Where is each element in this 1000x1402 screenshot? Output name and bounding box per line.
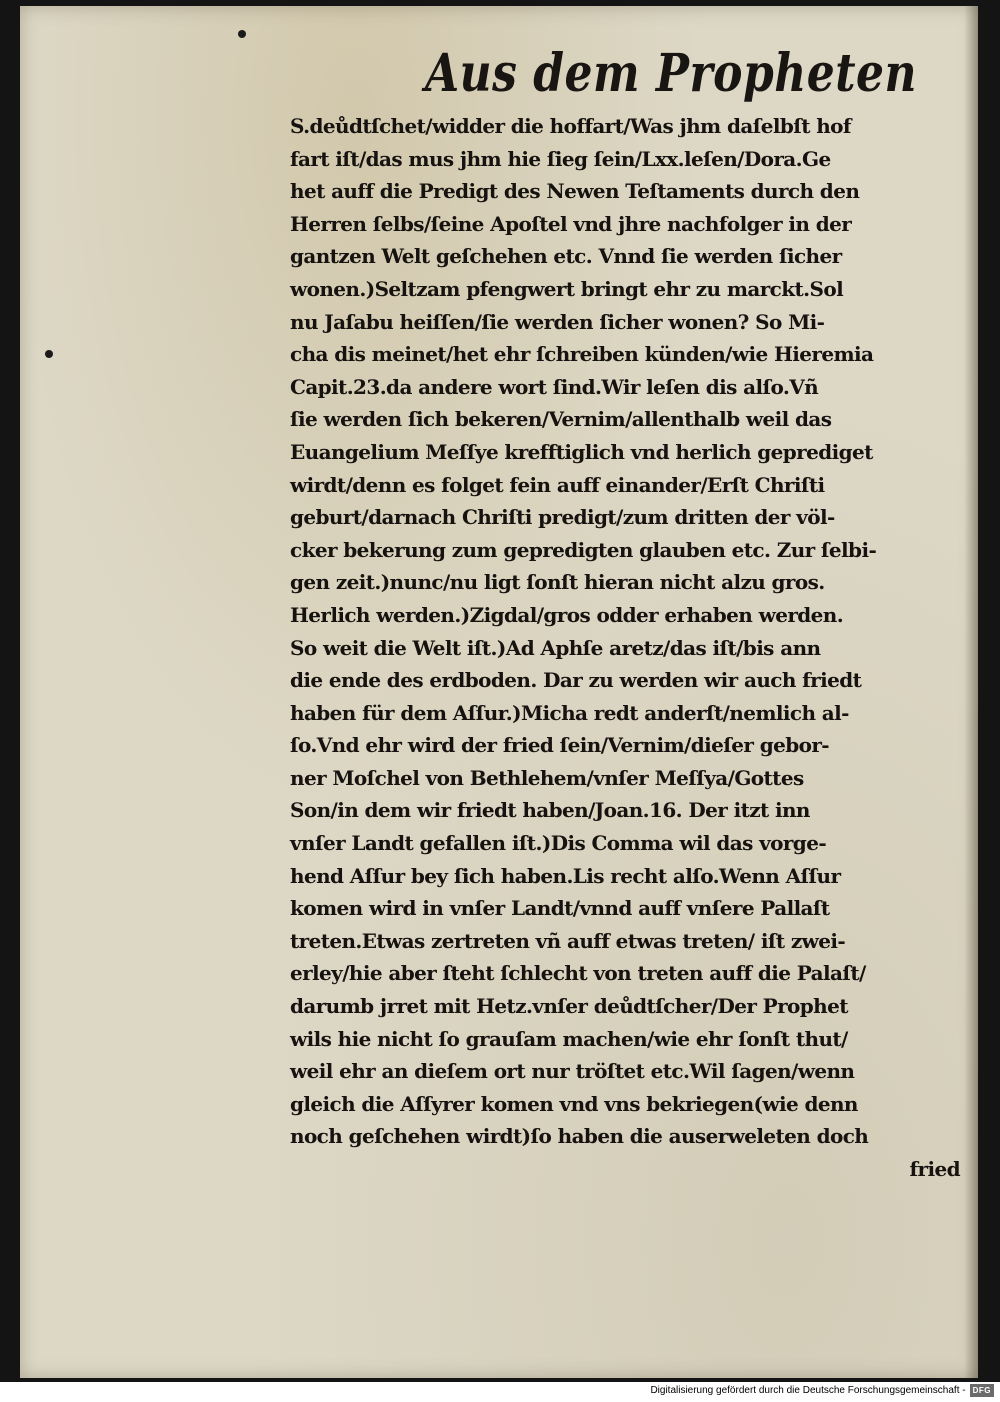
text-line: het auff die Predigt des Newen Teſtaments durch den xyxy=(290,179,860,204)
catchword: fried xyxy=(909,1157,960,1181)
running-title: Aus dem Propheten xyxy=(425,44,918,105)
text-line: noch geſchehen wirdt)ſo haben die auserweleten doch xyxy=(290,1124,869,1149)
text-line: treten.Etwas zertreten vñ auff etwas treten/ iſt zwei- xyxy=(290,928,846,953)
text-line: ner Moſchel von Bethlehem/vnſer Meſſya/Gottes xyxy=(290,765,804,790)
text-line: hend Aſſur bey ſich haben.Lis recht alſo.Wenn Aſſur xyxy=(290,863,841,888)
credit-text: Digitalisierung gefördert durch die Deutsche Forschungsgemeinschaft - xyxy=(650,1384,966,1396)
text-line: komen wird in vnſer Landt/vnnd auff vnſere Pallaſt xyxy=(290,896,830,921)
text-line: geburt/darnach Chriſti predigt/zum dritten der völ- xyxy=(290,505,835,530)
text-line: ſo.Vnd ehr wird der fried ſein/Vernim/dieſer gebor- xyxy=(290,733,829,758)
text-line: darumb jrret mit Hetz.vnſer deůdtſcher/Der Prophet xyxy=(290,994,848,1019)
text-line: haben für dem Aſſur.)Micha redt anderſt/nemlich al- xyxy=(290,700,849,725)
text-line: cker bekerung zum gepredigten glauben etc. Zur ſelbi- xyxy=(290,537,877,562)
text-line: Herren ſelbs/ſeine Apoſtel vnd jhre nachfolger in der xyxy=(290,211,852,236)
page-text-block xyxy=(290,110,990,1186)
text-line: Euangelium Meſſye krefftiglich vnd herlich geprediget xyxy=(290,439,873,464)
text-line: S.deůdtſchet/widder die hoffart/Was jhm daſelbſt hof xyxy=(290,114,851,138)
book-page xyxy=(20,6,978,1378)
text-line: wirdt/denn es folget fein auff einander/Erſt Chriſti xyxy=(290,472,825,497)
text-line: nu Jaſabu heiſſen/ſie werden ſicher wonen? So Mi- xyxy=(290,309,825,334)
dfg-logo-icon: DFG xyxy=(970,1384,994,1397)
text-line: So weit die Welt iſt.)Ad Aphſe aretz/das iſt/bis ann xyxy=(290,635,821,660)
text-line: gleich die Aſſyrer komen vnd vns bekriegen(wie denn xyxy=(290,1091,858,1116)
text-line: gantzen Welt geſchehen etc. Vnnd ſie werden ſicher xyxy=(290,244,842,269)
text-line: wils hie nicht ſo grauſam machen/wie ehr ſonſt thut/ xyxy=(290,1026,848,1051)
text-line: Son/in dem wir friedt haben/Joan.16. Der itzt inn xyxy=(290,798,810,823)
text-line: ſie werden ſich bekeren/Vernim/allenthalb weil das xyxy=(290,407,832,432)
text-line: die ende des erdboden. Dar zu werden wir auch friedt xyxy=(290,668,862,693)
digitization-credit xyxy=(650,1382,994,1398)
text-line: Herlich werden.)Zigdal/gros odder erhaben werden. xyxy=(290,602,844,627)
text-line: cha dis meinet/het ehr ſchreiben künden/wie Hieremia xyxy=(290,342,874,367)
ink-speck xyxy=(45,350,53,358)
text-line: wonen.)Seltzam pfengwert bringt ehr zu marckt.Sol xyxy=(290,276,844,301)
text-line: vnſer Landt gefallen iſt.)Dis Comma wil das vorge- xyxy=(290,831,827,856)
text-line: Capit.23.da andere wort ſind.Wir leſen dis alſo.Vñ xyxy=(290,374,819,399)
text-line: gen zeit.)nunc/nu ligt ſonſt hieran nicht alzu gros. xyxy=(290,570,825,595)
text-line: erley/hie aber ſteht ſchlecht von treten auff die Palaſt/ xyxy=(290,961,866,986)
ink-speck xyxy=(238,30,246,38)
text-line: weil ehr an dieſem ort nur tröſtet etc.Wil ſagen/wenn xyxy=(290,1059,855,1084)
text-line: fart iſt/das mus jhm hie ſieg ſein/Lxx.leſen/Dora.Ge xyxy=(290,146,831,171)
